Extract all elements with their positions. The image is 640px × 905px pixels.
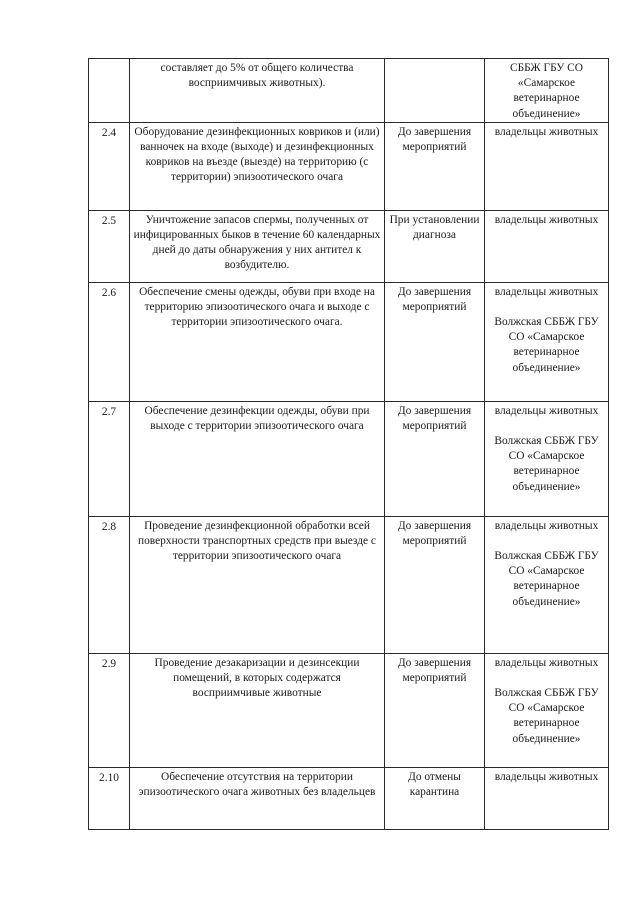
term-text: До отмены карантина (385, 767, 485, 829)
responsible-text: владельцы животных (494, 285, 599, 298)
responsible-text: владельцы животных (494, 519, 599, 532)
responsible-cell (485, 516, 609, 653)
table-row (89, 282, 609, 401)
responsible-text: Волжская СББЖ ГБУ СО «Самарское ветеринарное объединение» (494, 435, 599, 493)
term-text: До завершения мероприятий (385, 122, 485, 210)
measure-text: Оборудование дезинфекционных ковриков и (или) ванночек на входе (выходе) и дезинфекционных ковриков на въезде (выезде) на территорию (с территории) эпизоотического очага (130, 122, 385, 210)
measure-text: Обеспечение дезинфекции одежды, обуви при выходе с территории эпизоотического очага (130, 401, 385, 516)
term-text: При установлении диагноза (385, 210, 485, 282)
responsible-text: владельцы животных (494, 404, 599, 417)
measure-text: Обеспечение смены одежды, обуви при входе на территорию эпизоотического очага и выходе с территории эпизоотического очага. (130, 282, 385, 401)
responsible-text: владельцы животных (494, 125, 599, 138)
responsible-text: владельцы животных (494, 656, 599, 669)
term-text: До завершения мероприятий (385, 516, 485, 653)
row-number: 2.6 (89, 282, 130, 401)
responsible-text: Волжская СББЖ ГБУ СО «Самарское ветеринарное объединение» (494, 687, 599, 745)
table-row (89, 767, 609, 829)
responsible-cell (485, 59, 609, 123)
term-text (385, 59, 485, 123)
term-text: До завершения мероприятий (385, 282, 485, 401)
responsible-cell (485, 210, 609, 282)
measure-text: Обеспечение отсутствия на территории эпизоотического очага животных без владельцев (130, 767, 385, 829)
measure-text: Уничтожение запасов спермы, полученных от инфицированных быков в течение 60 календарных дней до даты обнаружения у них антител к возбудителю. (130, 210, 385, 282)
table-row (89, 122, 609, 210)
measure-text: Проведение дезинфекционной обработки всей поверхности транспортных средств при выезде с территории эпизоотического очага (130, 516, 385, 653)
responsible-text: владельцы животных (494, 213, 599, 226)
responsible-cell (485, 122, 609, 210)
responsible-text: Волжская СББЖ ГБУ СО «Самарское ветеринарное объединение» (494, 316, 599, 374)
responsible-cell (485, 401, 609, 516)
row-number (89, 59, 130, 123)
row-number: 2.8 (89, 516, 130, 653)
table-row (89, 653, 609, 767)
term-text: До завершения мероприятий (385, 401, 485, 516)
table-row (89, 401, 609, 516)
measure-text: Проведение дезакаризации и дезинсекции помещений, в которых содержатся восприимчивые животные (130, 653, 385, 767)
responsible-text: Волжская СББЖ ГБУ СО «Самарское ветеринарное объединение» (494, 550, 599, 608)
measure-text: составляет до 5% от общего количества восприимчивых животных). (130, 59, 385, 123)
row-number: 2.4 (89, 122, 130, 210)
responsible-cell (485, 767, 609, 829)
responsible-text: владельцы животных (494, 770, 599, 783)
row-number: 2.10 (89, 767, 130, 829)
table-row (89, 59, 609, 123)
row-number: 2.7 (89, 401, 130, 516)
row-number: 2.9 (89, 653, 130, 767)
table-row (89, 210, 609, 282)
responsible-cell (485, 282, 609, 401)
table-row (89, 516, 609, 653)
row-number: 2.5 (89, 210, 130, 282)
responsible-text: СББЖ ГБУ СО «Самарское ветеринарное объединение» (510, 62, 583, 120)
responsible-cell (485, 653, 609, 767)
measures-table (88, 58, 609, 830)
term-text: До завершения мероприятий (385, 653, 485, 767)
